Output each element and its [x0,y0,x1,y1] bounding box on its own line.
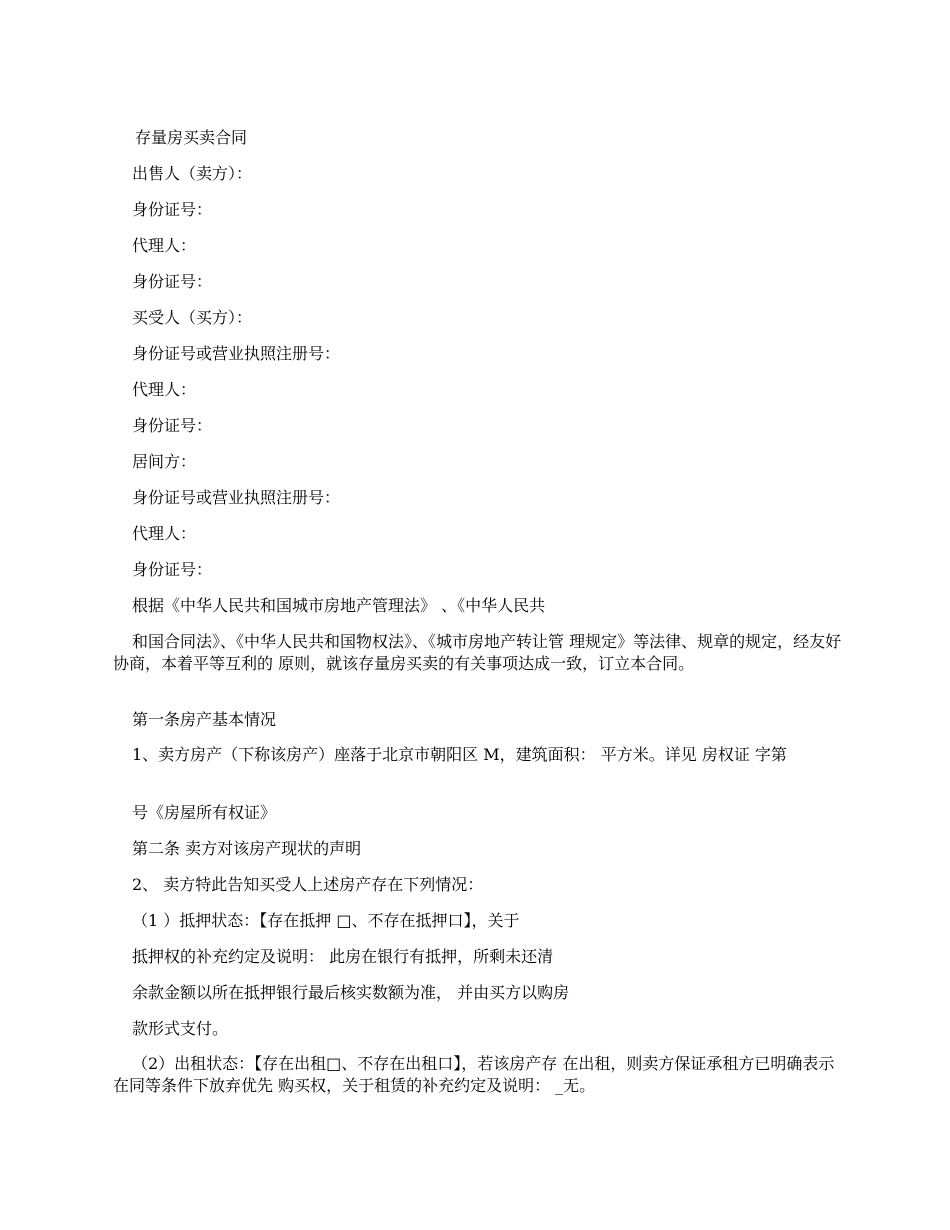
lease-status-paragraph: （2）出租状态：【存在出租□、不存在出租口】，若该房产存 在出租，则卖方保证承租方已明确表示在同等条件下放弃优先 购买权，关于租赁的补充约定及说明： _无。 [113,1054,835,1095]
article2-title: 第二条 卖方对该房产现状的声明 [132,839,362,858]
seller-id-label: 身份证号： [132,200,213,219]
basis-paragraph: 和国合同法》、《中华人民共和国物权法》、《城市房地产转让管 理规定》等法律、规章的规定，经友好协商，本着平等互利的 原则，就该存量房买卖的有关事项达成一致，订立本合同。 [113,632,842,673]
buyer-label: 买受人（买方）： [132,308,253,327]
seller-label: 出售人（卖方）： [132,164,253,183]
mortgage-note-line: 抵押权的补充约定及说明： 此房在银行有抵押，所剩未还清 [132,947,554,966]
basis-line: 根据《中华人民共和国城市房地产管理法》 、《中华人民共 [132,596,546,615]
buyer-agent-id-label: 身份证号： [132,416,213,435]
seller-agent-label: 代理人： [132,236,197,255]
buyer-agent-label: 代理人： [132,380,197,399]
broker-agent-id-label: 身份证号： [132,560,213,579]
broker-agent-label: 代理人： [132,524,197,543]
buyer-id-label: 身份证号或营业执照注册号： [132,344,341,363]
document-title: 存量房买卖合同 [135,128,248,147]
mortgage-payment-line: 款形式支付。 [132,1019,229,1038]
article1-title: 第一条房产基本情况 [132,710,277,729]
article1-item1: 1、卖方房产（下称该房产）座落于北京市朝阳区 M，建筑面积： 平方米。详见 房权证 字第 [132,745,787,764]
broker-id-label: 身份证号或营业执照注册号： [132,488,341,507]
article2-item2: 2、 卖方特此告知买受人上述房产存在下列情况： [132,875,484,894]
seller-agent-id-label: 身份证号： [132,272,213,291]
mortgage-status-line: （1 ）抵押状态：【存在抵押 □、不存在抵押口】，关于 [132,911,520,930]
mortgage-balance-line: 余款金额以所在抵押银行最后核实数额为准， 并由买方以购房 [132,983,570,1002]
broker-label: 居间方： [132,452,197,471]
article1-item1-continuation: 号《房屋所有权证》 [132,803,277,822]
